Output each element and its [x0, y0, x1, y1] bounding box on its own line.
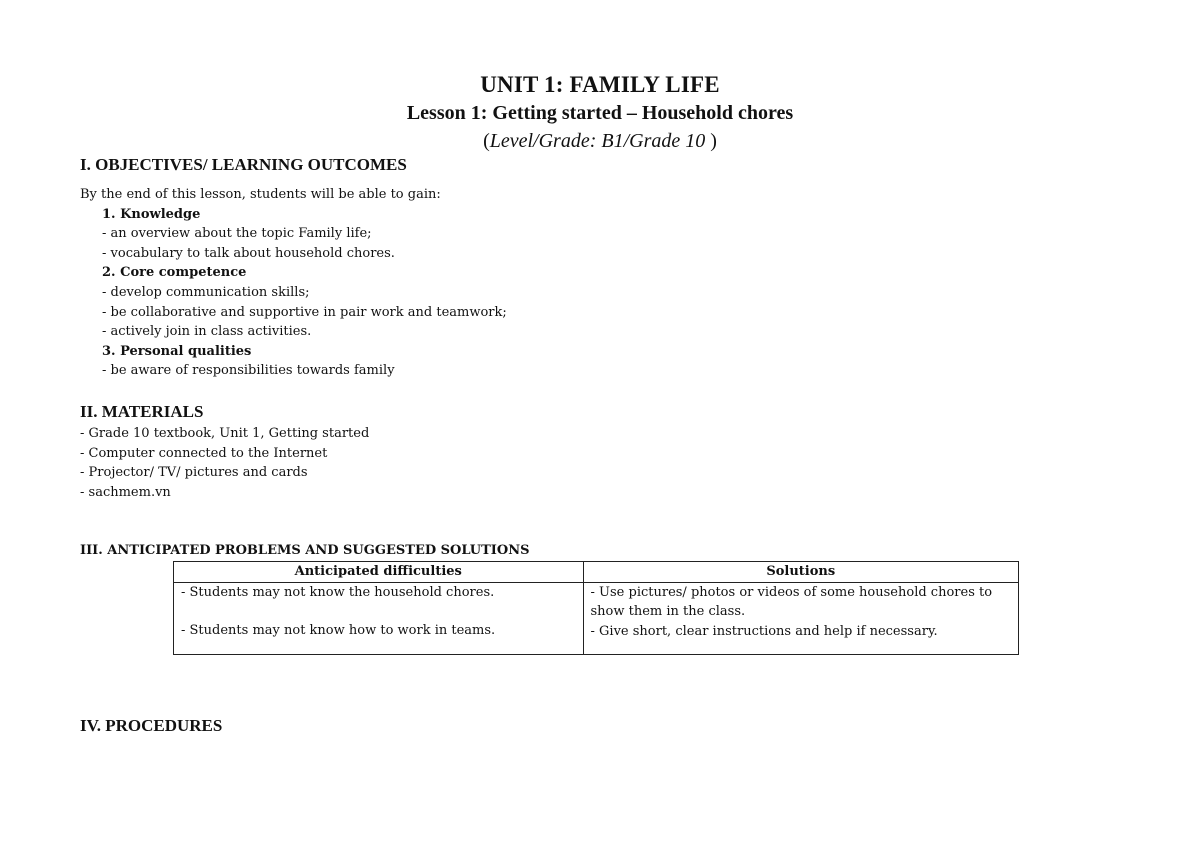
level-grade: [0, 130, 1200, 153]
table-row: [174, 582, 1019, 654]
competence-item: - be collaborative and supportive in pair work and teamwork;: [102, 304, 507, 320]
unit-title: UNIT 1: FAMILY LIFE: [480, 72, 720, 97]
solution-item: - Give short, clear instructions and help if necessary.: [590, 623, 938, 639]
objectives-heading: I. OBJECTIVES/ LEARNING OUTCOMES: [80, 155, 407, 174]
solutions-cell: [583, 582, 1018, 654]
materials-list: [80, 424, 369, 502]
competence-item: - actively join in class activities.: [102, 324, 312, 340]
materials-item: - Computer connected to the Internet: [80, 445, 328, 461]
difficulty-item: - Students may not know how to work in teams.: [181, 623, 496, 638]
column-header-difficulties: Anticipated difficulties: [174, 562, 584, 583]
procedures-heading: IV. PROCEDURES: [80, 716, 223, 735]
knowledge-item: - vocabulary to talk about household chores.: [102, 245, 395, 261]
objectives-body: [80, 185, 507, 381]
materials-item: - sachmem.vn: [80, 484, 171, 500]
knowledge-heading: 1. Knowledge: [102, 206, 201, 222]
materials-item: - Grade 10 textbook, Unit 1, Getting started: [80, 426, 370, 441]
qualities-item: - be aware of responsibilities towards family: [102, 363, 395, 379]
objectives-intro: By the end of this lesson, students will be able to gain:: [80, 187, 441, 202]
solution-item-continued: show them in the class.: [590, 604, 746, 619]
problems-table: [173, 561, 1019, 655]
qualities-heading: 3. Personal qualities: [102, 343, 252, 359]
lesson-title: Lesson 1: Getting started – Household chores: [406, 102, 794, 124]
column-header-solutions: Solutions: [583, 562, 1018, 583]
problems-heading: III. ANTICIPATED PROBLEMS AND SUGGESTED SOLUTIONS: [80, 543, 530, 558]
level-open-paren: (: [483, 130, 490, 152]
difficulty-item: - Students may not know the household chores.: [181, 584, 495, 600]
knowledge-item: - an overview about the topic Family life;: [102, 226, 372, 242]
competence-item: - develop communication skills;: [102, 284, 310, 300]
table-header-row: [174, 562, 1019, 583]
materials-heading: II. MATERIALS: [80, 402, 204, 421]
level-text: Level/Grade: B1/Grade 10: [489, 130, 711, 152]
cell-spacer: [181, 602, 576, 621]
materials-item: - Projector/ TV/ pictures and cards: [80, 465, 308, 481]
competence-heading: 2. Core competence: [102, 265, 247, 281]
solution-item: - Use pictures/ photos or videos of some household chores to: [590, 584, 993, 600]
level-close-paren: ): [710, 130, 717, 152]
difficulties-cell: [174, 582, 584, 654]
